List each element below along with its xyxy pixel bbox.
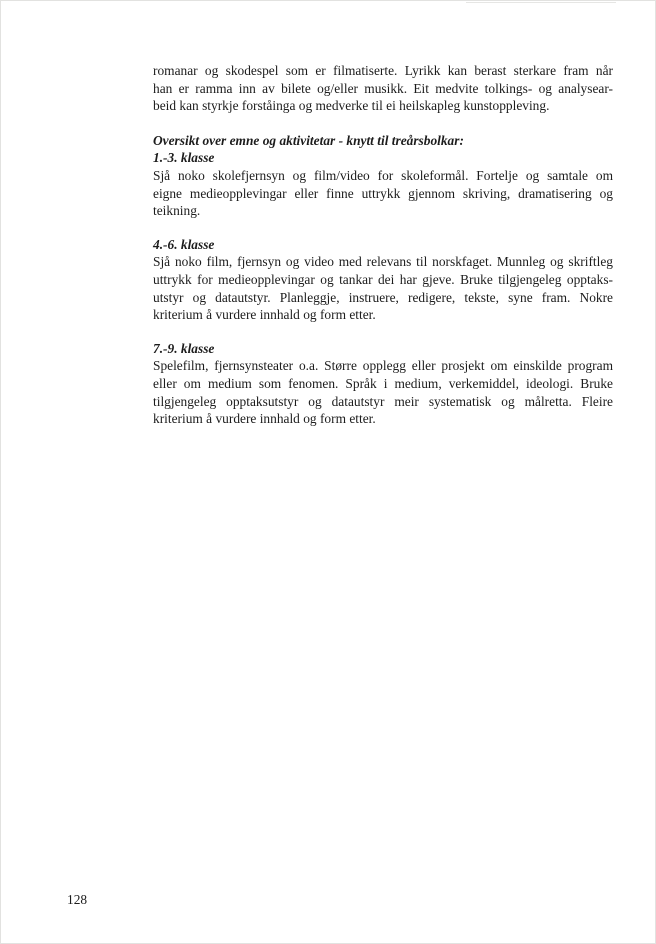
section-heading-1-3: 1.-3. klasse [153,150,215,166]
section-heading-7-9: 7.-9. klasse [153,340,215,356]
section-paragraph-4-6 [153,253,613,323]
overview-heading: Oversikt over emne og aktivitetar - knytt til treårsbolkar: [153,132,464,148]
spacer [153,115,613,132]
section-line: uttrykk for medieopplevingar og tankar dei har gjeve. Bruke tilgjengeleg opptaks- [153,271,613,287]
section-paragraph-7-9 [153,357,613,427]
spacer [153,220,613,236]
section-line: eigne medieopplevingar eller finne uttrykk gjennom skriving, dramatisering og [153,185,613,201]
section-line: utstyr og datautstyr. Planleggje, instruere, redigere, tekste, syne fram. Nokre [153,289,613,305]
scan-edge-mark [466,2,616,3]
section-line: Spelefilm, fjernsynsteater o.a. Større opplegg eller prosjekt om einskilde program [153,358,613,374]
section-line: eller om medium som fenomen. Språk i medium, verkemiddel, ideologi. Bruke [153,375,613,391]
section-heading-4-6: 4.-6. klasse [153,236,215,252]
intro-line: beid kan styrkje forståinga og medverke til ei heilskapleg kunstoppleving. [153,98,550,114]
section-line: Sjå noko skolefjernsyn og film/video for skoleformål. Fortelje og samtale om [153,167,613,183]
section-paragraph-1-3 [153,167,613,220]
intro-line: han er ramma inn av bilete og/eller musikk. Eit medvite tolkings- og analysear- [153,80,613,96]
section-line: teikning. [153,203,201,219]
intro-line: romanar og skodespel som er filmatiserte. Lyrikk kan berast sterkare fram når [153,63,613,78]
section-line: Sjå noko film, fjernsyn og video med relevans til norskfaget. Munnleg og skriftleg [153,254,613,270]
section-line: kriterium å vurdere innhald og form etter. [153,307,376,323]
body-text [153,62,613,428]
page-number: 128 [67,892,88,907]
spacer [153,324,613,340]
section-line: tilgjengeleg opptaksutstyr og datautstyr meir systematisk og målretta. Fleire [153,393,613,409]
section-line: kriterium å vurdere innhald og form etter. [153,411,376,427]
intro-paragraph [153,62,613,115]
